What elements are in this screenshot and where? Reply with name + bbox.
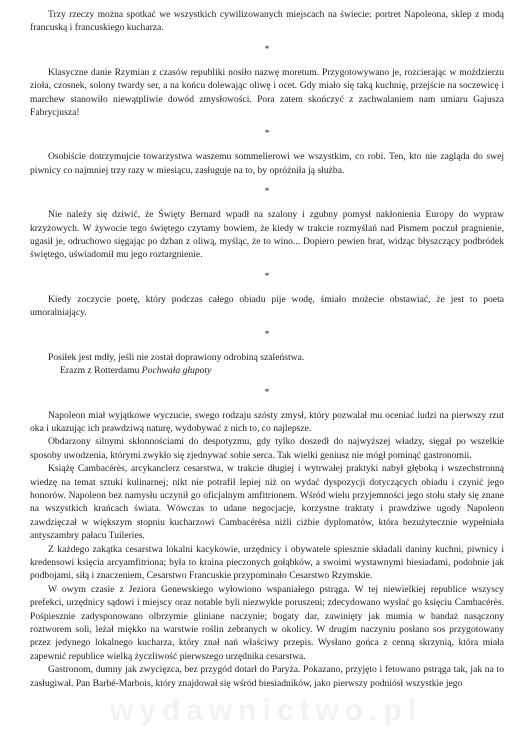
section-separator: * xyxy=(264,270,270,282)
epigraph-quote: Posiłek jest mdły, jeśli nie został doprawiony odrobiną szaleństwa. xyxy=(48,351,305,363)
paragraph-sommelier: Osobiście dotrzymujcie towarzystwa waszemu sommelierowi we wszystkim, co robi. Ten, kto nie zagląda do swej piwnicy co najmniej trzy razy w miesiącu, zasługuje na to, by opróżniła ją służba. xyxy=(30,151,504,176)
body-paragraph: Z każdego zakątka cesarstwa lokalni kacykowie, urzędnicy i obywatele spiesznie składali daniny kuchni, piwnicy i kredensowi księcia arcyamfitriona; była to kraina pieczonych gołąbków, a swoimi wystawnymi biesiadami, podobnie jak podbojami, siłą i znaczeniem, Cesarstwo Francuskie przypominało Cesarstwo Rzymskie. xyxy=(30,543,504,582)
body-paragraph: W owym czasie z Jeziora Genewskiego wyłowiono wspaniałego pstrąga. W tej niewielkiej republice wszyscy prefekci, urzędnicy sądowi i miejscy oraz notable byli niezwykle poruszeni; zdecydowano wysłać go księciu Cambacérès. Pośpiesznie zadysponowano olbrzymie gliniane naczynie; bogaty dar, zawinięty jak mumia w bandaż nasączony roztworem soli, leżał miękko na warstwie roślin zebranych w okolicy. W drugim naczyniu posłano sos przygotowany przez jedynego lokalnego kucharza, który znał nań właściwy przepis. Wysłano gońca z cenną skrzynią, która miała zapewnić republice wielką życzliwość pierwszego urzędnika cesarstwa. xyxy=(30,583,504,662)
paragraph-aphorism-napoleon-portrait: Trzy rzeczy można spotkać we wszystkich cywilizowanych miejscach na świecie: portret Napoleona, sklep z modą francuską i francuskiego kucharza. xyxy=(30,9,504,34)
watermark: wydawnictwo.pl xyxy=(109,694,423,727)
paragraph-saint-bernard: Nie należy się dziwić, że Święty Bernard wpadł na szalony i zgubny pomysł nakłonienia Europy do wypraw krzyżowych. W żywocie tego świętego czytamy bowiem, że kiedy w trakcie rozmyślań nad Pismem poczuł pragnienie, ugasił je, odruchowo sięgając po dzban z oliwą, myśląc, że to wino... Dopiero pewien brat, widząc błyszczący podbródek świętego, uświadomił mu jego roztargnienie. xyxy=(30,209,504,261)
section-separator: * xyxy=(264,328,270,340)
body-paragraph: Książę Cambacérès, arcykanclerz cesarstwa, w trakcie długiej i wytrwałej praktyki nabył głęboką i wszechstronną wiedzę na temat sztuki kulinarnej; nikt nie potrafił lepiej niż on wydać dyspozycji dotyczących obiadu i czynić jego honorów. Napoleon bez namysłu uczynił go oficjalnym amfitrionem. Wśród wielu przyjemności jego stołu stały się znane na wszystkich krańcach świata. Wówczas to udane negocjacje, korzystne traktaty i prawdziwe ugody Napoleon zawdzięczał w większym stopniu kucharzowi Cambacérèsa niżli ciżbie dyplomatów, która bezużytecznie wypełniała antyszambry pałacu Tuileries. xyxy=(30,463,504,542)
section-separator: * xyxy=(264,186,270,198)
attribution-work-title: Pochwała głupoty xyxy=(141,365,212,377)
paragraph-moretum: Klasyczne danie Rzymian z czasów republiki nosiło nazwę moretum. Przygotowywano je, rozcierając w moździerzu zioła, czosnek, solony twardy ser, a na końcu dolewając oliwę i ocet. Gdy miało się taką kuchnię, przejście na soczewicę i marchew stanowiło niewątpliwie dowód zmysłowości. Pora zatem skończyć z zachwalaniem nam umiaru Gajusza Fabrycjusza! xyxy=(30,66,504,119)
body-paragraph: Gastronom, dumny jak zwycięzca, bez przygód dotarł do Paryża. Pokazano, przyjęto i fetowano pstrąga tak, jak na to zasługiwał. Pan Barbé-Marbois, który znajdował się wśród biesiadników, jako pierwszy podniósł wszystkie jego xyxy=(30,664,504,689)
body-paragraph: Obdarzony silnymi skłonnościami do despotyzmu, gdy tylko doszedł do najwyższej władzy, sięgał po wszelkie sposoby uwodzenia, którymi zwykło się zjednywać sobie serca. Tak wielki geniusz nie mógł pominąć gastronomii. xyxy=(30,436,504,461)
section-separator: * xyxy=(264,43,270,55)
section-separator: * xyxy=(264,386,270,398)
paragraph-poet: Kiedy zoczycie poetę, który podczas całego obiadu pije wodę, śmiało możecie obstawiać, że jest to poeta umoralniający. xyxy=(30,293,504,319)
body-paragraph: Napoleon miał wyjątkowe wyczucie, swego rodzaju szósty zmysł, który pozwalał mu oceniać ludzi na pierwszy rzut oka i ukazując ich prawdziwą naturę, wydobywać z nich to, co najlepsze. xyxy=(30,409,504,434)
attribution-author: Erazm z Rotterdamu xyxy=(60,365,140,377)
section-separator: * xyxy=(264,128,270,140)
epigraph-attribution xyxy=(30,364,504,377)
